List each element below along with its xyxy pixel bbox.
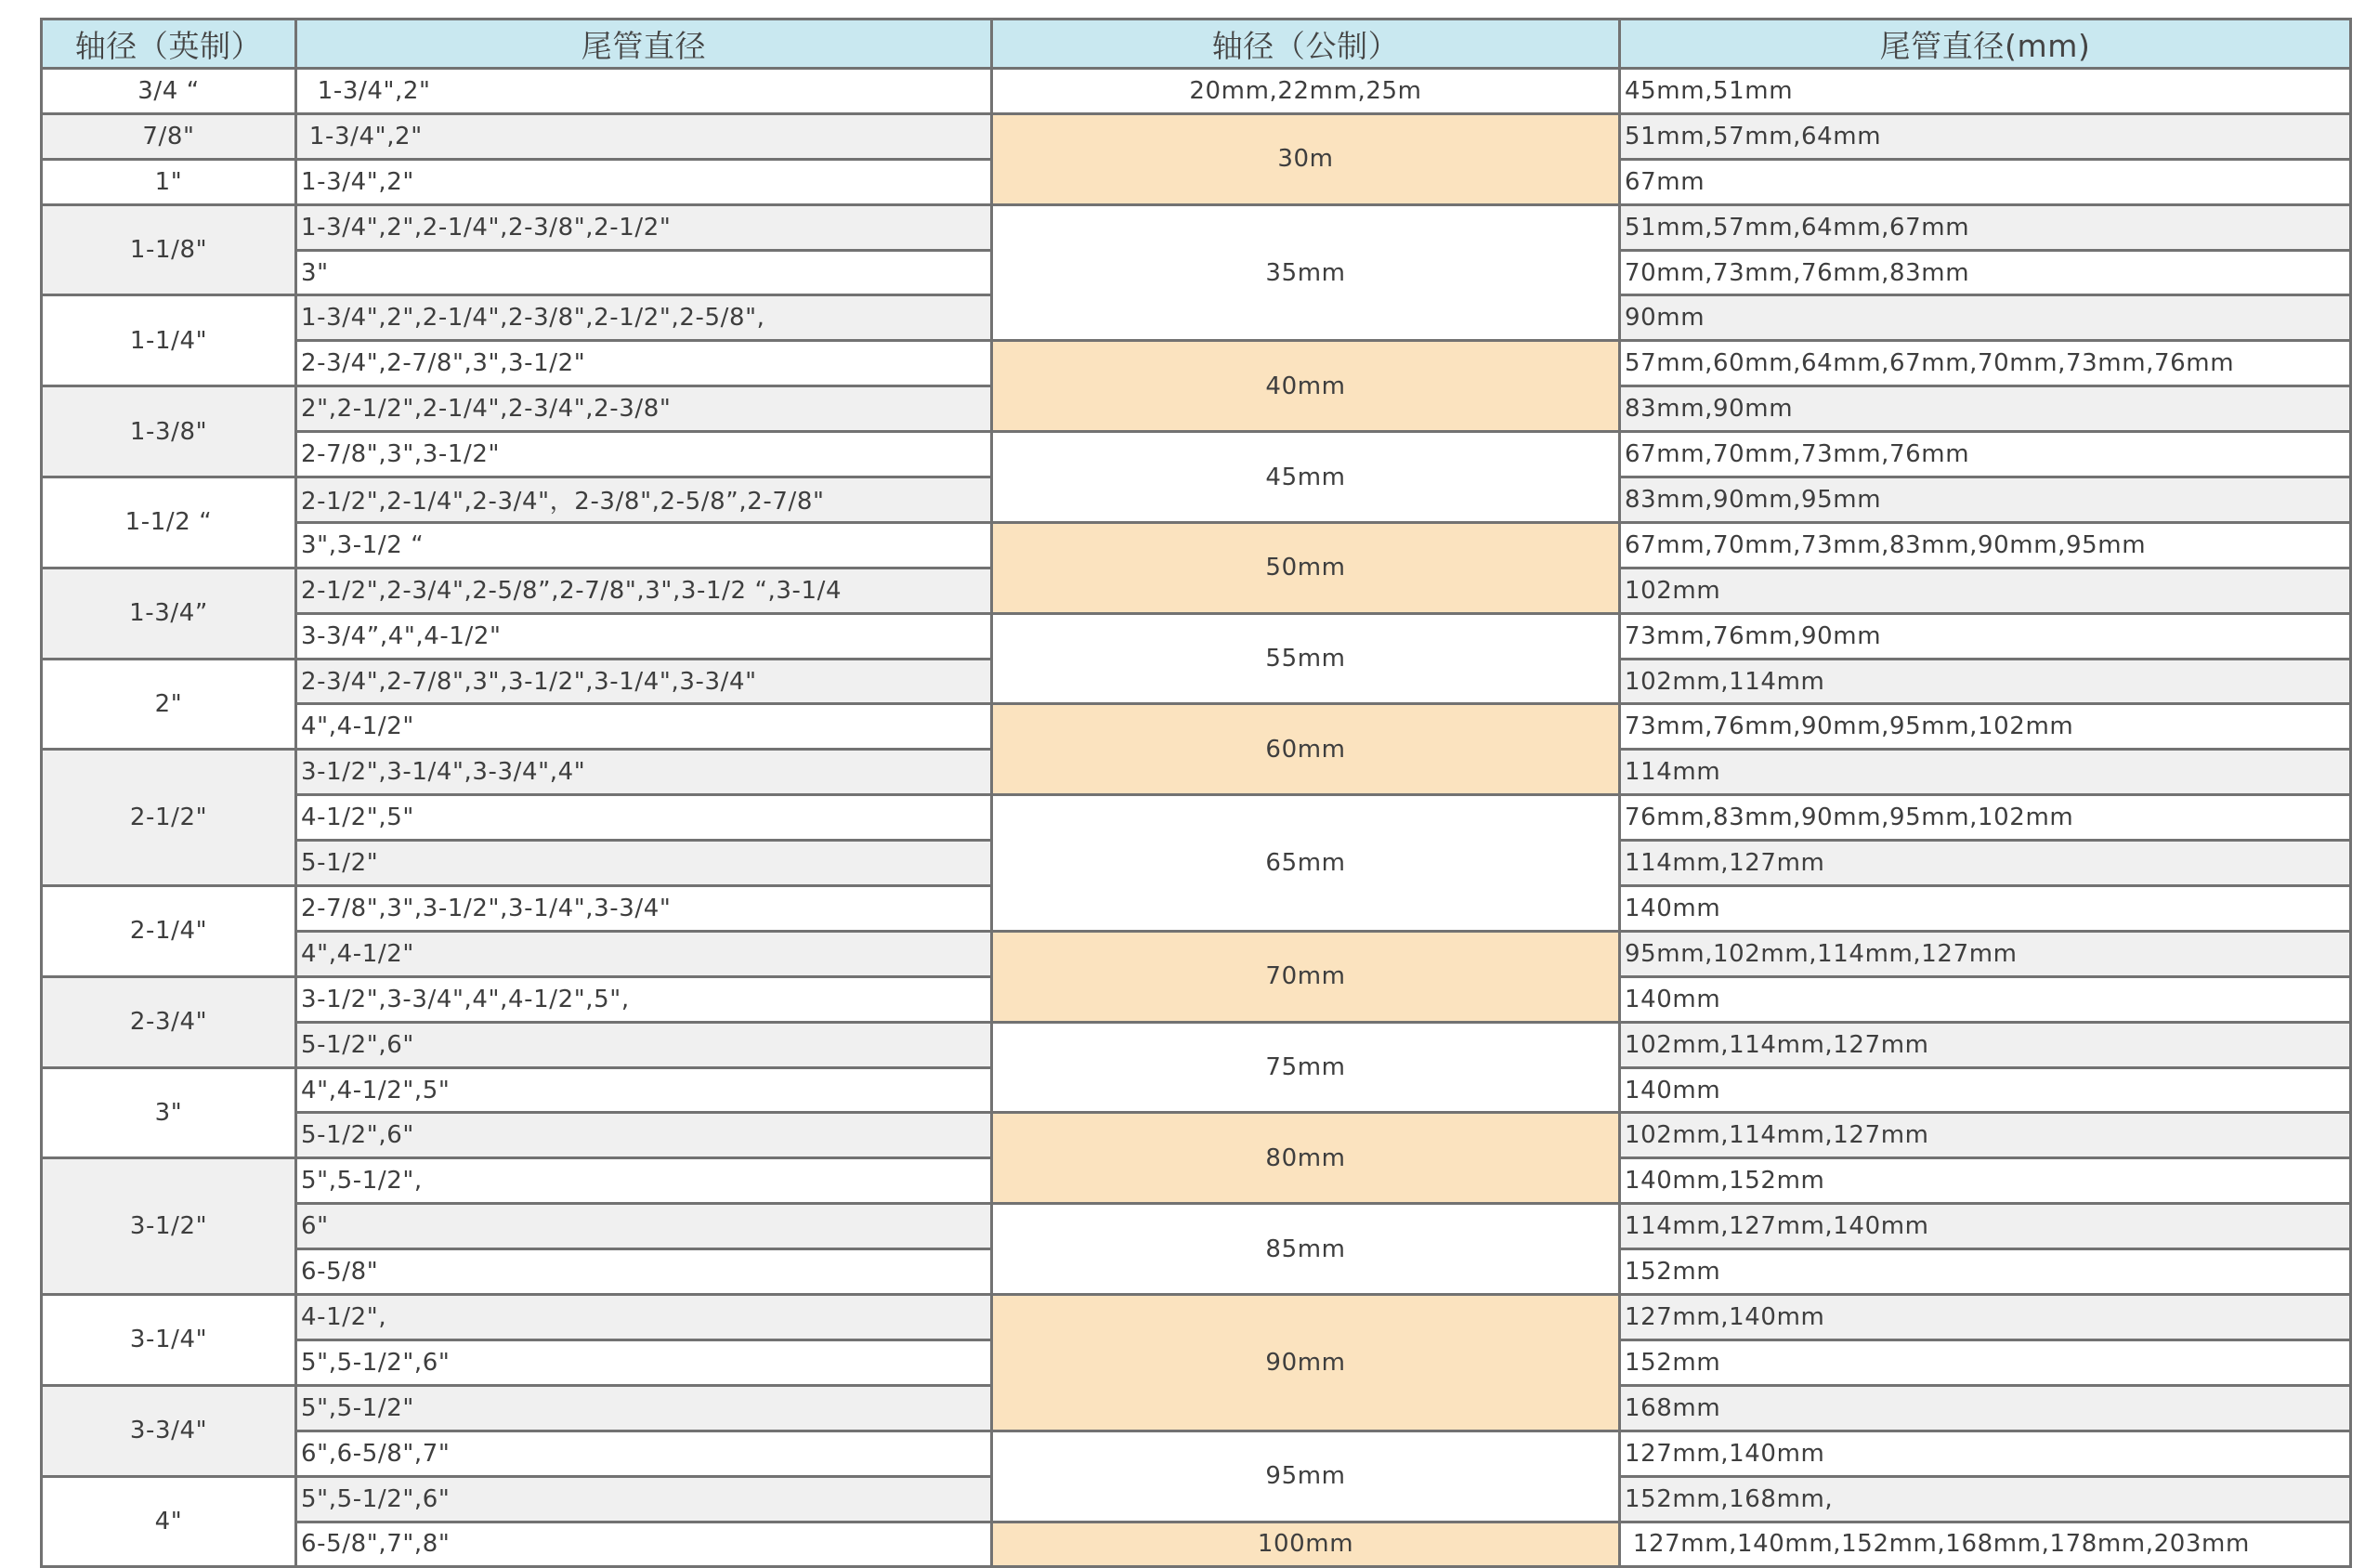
table-row [42,1431,2351,1476]
tube-diameter-inch-cell: 2",2-1/2",2-1/4",2-3/4",2-3/8" [296,386,992,432]
tube-diameter-mm-cell: 127mm,140mm [1620,1295,2351,1340]
tube-diameter-mm-cell: 152mm [1620,1339,2351,1385]
tube-diameter-inch-cell: 5",5-1/2",6" [296,1339,992,1385]
tube-diameter-mm-cell: 114mm,127mm [1620,841,2351,886]
inch-shaft-cell: 2" [42,659,296,750]
inch-shaft-cell: 1-1/4" [42,295,296,386]
tube-diameter-inch-cell: 2-7/8",3",3-1/2" [296,432,992,477]
tube-diameter-inch-cell: 5",5-1/2" [296,1385,992,1431]
inch-shaft-cell: 1-3/4” [42,568,296,659]
metric-shaft-cell: 80mm [992,1113,1620,1204]
tube-diameter-mm-cell: 83mm,90mm,95mm [1620,477,2351,523]
tube-diameter-inch-cell: 1-3/4",2" [296,113,992,159]
tube-diameter-inch-cell: 5",5-1/2", [296,1158,992,1204]
tube-diameter-inch-cell: 3-1/2",3-1/4",3-3/4",4" [296,750,992,795]
inch-shaft-cell: 2-1/2" [42,750,296,886]
table-row [42,204,2351,250]
tube-diameter-inch-cell: 3-3/4”,4",4-1/2" [296,613,992,659]
tube-diameter-inch-cell: 6" [296,1204,992,1249]
tube-diameter-mm-cell: 51mm,57mm,64mm [1620,113,2351,159]
header-metric-shaft: 轴径（公制） [992,20,1620,69]
tube-diameter-inch-cell: 5-1/2" [296,841,992,886]
metric-shaft-cell: 35mm [992,204,1620,341]
tube-diameter-mm-cell: 95mm,102mm,114mm,127mm [1620,931,2351,976]
tube-diameter-mm-cell: 114mm [1620,750,2351,795]
tube-diameter-inch-cell: 6-5/8",7",8" [296,1522,992,1567]
inch-shaft-cell: 7/8" [42,113,296,159]
tube-diameter-mm-cell: 102mm,114mm [1620,659,2351,704]
inch-shaft-cell: 4" [42,1476,296,1567]
table-row [42,613,2351,659]
tube-diameter-inch-cell: 1-3/4",2" [296,69,992,114]
tube-diameter-mm-cell: 73mm,76mm,90mm,95mm,102mm [1620,704,2351,750]
tube-diameter-inch-cell: 5-1/2",6" [296,1113,992,1158]
tube-diameter-mm-cell: 90mm [1620,295,2351,341]
tube-diameter-mm-cell: 140mm [1620,1067,2351,1113]
metric-shaft-cell: 75mm [992,1022,1620,1113]
tube-diameter-inch-cell: 6-5/8" [296,1249,992,1295]
inch-shaft-cell: 3-1/4" [42,1295,296,1386]
tube-diameter-inch-cell: 1-3/4",2",2-1/4",2-3/8",2-1/2" [296,204,992,250]
tube-diameter-mm-cell: 140mm,152mm [1620,1158,2351,1204]
inch-shaft-cell: 1-3/8" [42,386,296,477]
metric-shaft-cell: 95mm [992,1431,1620,1522]
table-row [42,1113,2351,1158]
tube-diameter-mm-cell: 67mm,70mm,73mm,76mm [1620,432,2351,477]
tube-diameter-mm-cell: 83mm,90mm [1620,386,2351,432]
tube-diameter-mm-cell: 57mm,60mm,64mm,67mm,70mm,73mm,76mm [1620,341,2351,386]
inch-shaft-cell: 1" [42,159,296,204]
tube-diameter-mm-cell: 70mm,73mm,76mm,83mm [1620,250,2351,295]
table-row [42,1522,2351,1567]
table-row [42,432,2351,477]
header-inch-shaft: 轴径（英制） [42,20,296,69]
metric-shaft-cell: 20mm,22mm,25m [992,69,1620,114]
tube-diameter-mm-cell: 114mm,127mm,140mm [1620,1204,2351,1249]
metric-shaft-cell: 85mm [992,1204,1620,1295]
tube-diameter-mm-cell: 67mm,70mm,73mm,83mm,90mm,95mm [1620,522,2351,568]
metric-shaft-cell: 45mm [992,432,1620,523]
inch-shaft-cell: 2-1/4" [42,886,296,977]
metric-shaft-cell: 30m [992,113,1620,204]
inch-shaft-cell: 1-1/8" [42,204,296,295]
header-row [42,20,2351,69]
tube-diameter-mm-cell: 51mm,57mm,64mm,67mm [1620,204,2351,250]
metric-shaft-cell: 100mm [992,1522,1620,1567]
tube-diameter-inch-cell: 3" [296,250,992,295]
tube-diameter-mm-cell: 76mm,83mm,90mm,95mm,102mm [1620,795,2351,841]
tube-diameter-inch-cell: 2-1/2",2-1/4",2-3/4"，2-3/8",2-5/8”,2-7/8" [296,477,992,523]
tube-diameter-inch-cell: 1-3/4",2" [296,159,992,204]
metric-shaft-cell: 55mm [992,613,1620,704]
tube-diameter-inch-cell: 4-1/2",5" [296,795,992,841]
inch-shaft-cell: 3-3/4" [42,1385,296,1476]
table-body [42,69,2351,1567]
table-row [42,795,2351,841]
tube-diameter-inch-cell: 5-1/2",6" [296,1022,992,1067]
header-tube-diameter-mm: 尾管直径(mm) [1620,20,2351,69]
metric-shaft-cell: 40mm [992,341,1620,432]
metric-shaft-cell: 70mm [992,931,1620,1022]
tube-diameter-mm-cell: 45mm,51mm [1620,69,2351,114]
table-row [42,113,2351,159]
inch-shaft-cell: 3-1/2" [42,1158,296,1295]
tube-diameter-inch-cell: 5",5-1/2",6" [296,1476,992,1522]
metric-shaft-cell: 65mm [992,795,1620,932]
tube-diameter-mm-cell: 140mm [1620,886,2351,932]
tube-diameter-inch-cell: 4",4-1/2",5" [296,1067,992,1113]
inch-shaft-cell: 2-3/4" [42,976,296,1067]
tube-diameter-mm-cell: 140mm [1620,976,2351,1022]
tube-diameter-inch-cell: 4",4-1/2" [296,704,992,750]
tube-diameter-inch-cell: 6",6-5/8",7" [296,1431,992,1476]
tube-diameter-mm-cell: 152mm,168mm, [1620,1476,2351,1522]
table-row [42,1022,2351,1067]
tube-diameter-mm-cell: 152mm [1620,1249,2351,1295]
tube-diameter-inch-cell: 2-1/2",2-3/4",2-5/8”,2-7/8",3",3-1/2 “,3-1/4 [296,568,992,613]
tube-diameter-inch-cell: 2-7/8",3",3-1/2",3-1/4",3-3/4" [296,886,992,932]
tube-diameter-inch-cell: 3-1/2",3-3/4",4",4-1/2",5", [296,976,992,1022]
table-row [42,1295,2351,1340]
header-tube-diameter-inch: 尾管直径 [296,20,992,69]
tube-diameter-inch-cell: 3",3-1/2 “ [296,522,992,568]
tube-diameter-inch-cell: 2-3/4",2-7/8",3",3-1/2" [296,341,992,386]
shaft-tube-size-table [40,18,2352,1568]
table-row [42,522,2351,568]
table-row [42,341,2351,386]
tube-diameter-mm-cell: 102mm,114mm,127mm [1620,1022,2351,1067]
tube-diameter-inch-cell: 2-3/4",2-7/8",3",3-1/2",3-1/4",3-3/4" [296,659,992,704]
inch-shaft-cell: 3" [42,1067,296,1158]
tube-diameter-mm-cell: 102mm [1620,568,2351,613]
tube-diameter-mm-cell: 168mm [1620,1385,2351,1431]
table-row [42,69,2351,114]
tube-diameter-mm-cell: 127mm,140mm [1620,1431,2351,1476]
tube-diameter-mm-cell: 127mm,140mm,152mm,168mm,178mm,203mm [1620,1522,2351,1567]
metric-shaft-cell: 90mm [992,1295,1620,1431]
table-row [42,704,2351,750]
metric-shaft-cell: 60mm [992,704,1620,795]
tube-diameter-mm-cell: 102mm,114mm,127mm [1620,1113,2351,1158]
tube-diameter-inch-cell: 1-3/4",2",2-1/4",2-3/8",2-1/2",2-5/8", [296,295,992,341]
tube-diameter-inch-cell: 4",4-1/2" [296,931,992,976]
table-row [42,1204,2351,1249]
table-row [42,931,2351,976]
inch-shaft-cell: 3/4 “ [42,69,296,114]
tube-diameter-inch-cell: 4-1/2", [296,1295,992,1340]
metric-shaft-cell: 50mm [992,522,1620,613]
tube-diameter-mm-cell: 67mm [1620,159,2351,204]
tube-diameter-mm-cell: 73mm,76mm,90mm [1620,613,2351,659]
inch-shaft-cell: 1-1/2 “ [42,477,296,568]
